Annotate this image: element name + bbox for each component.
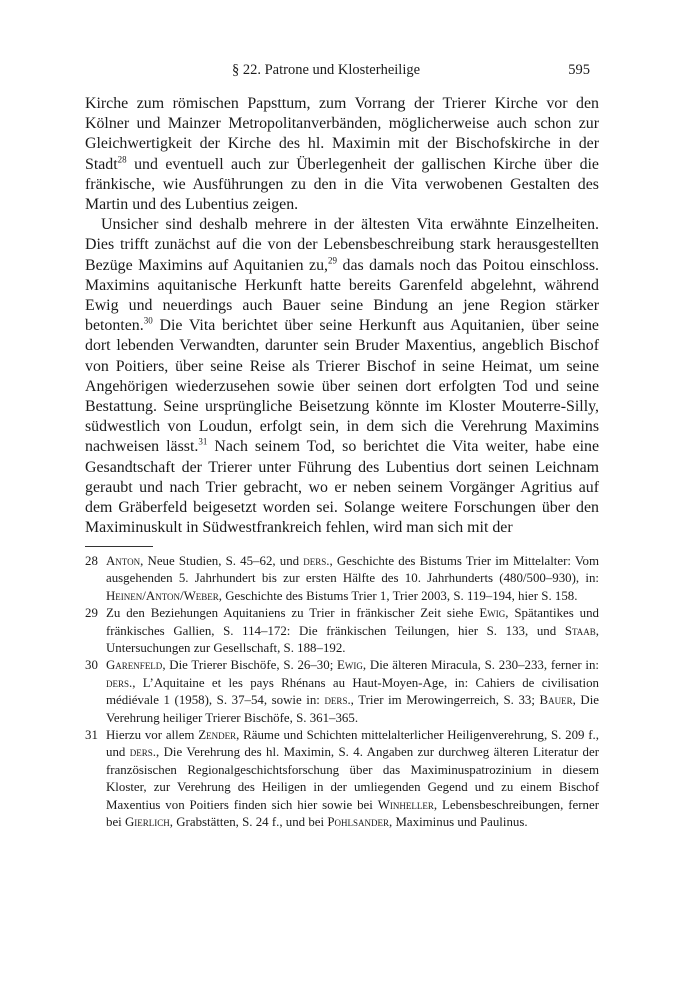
- footnote: [85, 553, 599, 605]
- footnote-text: , Räume und Schichten mittelalterlicher Heiligenverehrung, S. 209 f., und: [106, 728, 599, 760]
- footnote-number: 28: [85, 554, 98, 568]
- text-run: das damals noch das Poitou einschloss. Maximins aquitanische Herkunft hatte bereits Garenfeld abgelehnt, während Ewig und neuerdings auch Bauer seine Bindung an jene Region stärker betonten.: [85, 256, 599, 335]
- footnote-text: , Maximinus und Paulinus.: [389, 815, 528, 830]
- footnote-text: Zu den Beziehungen Aquitaniens zu Trier in fränkischer Zeit siehe: [106, 606, 480, 621]
- footnote-ref: 31: [198, 437, 208, 448]
- footnote-text: , Geschichte des Bistums Trier 1, Trier 2003, S. 119–194, hier S. 158.: [218, 588, 578, 603]
- author-name: ders.: [106, 675, 133, 690]
- footnote-text: , Die älteren Miracula, S. 230–233, ferner in:: [362, 658, 599, 673]
- author-name: Ewig: [479, 606, 506, 621]
- author-name: Pohlsander: [327, 815, 389, 830]
- footnote-number: 31: [85, 728, 98, 743]
- text-run: Die Vita berichtet über seine Herkunft aus Aquitanien, über seine dort lebenden Verwandten, darunter sein Bruder Maxentius, angeblich Bischof von Poitiers, über seine Reise als Trierer Bischof in seine Heimat, um seine Angehörigen wiederzusehen sowie über seinen dort erfolgten Tod und seine Bestattung. Seine ursprüngliche Beisetzung könnte im Kloster Mouterre-Silly, südwestlich von Loudun, erfolgt sein, in dem sich die Verehrung Maximins nachweisen lässt.: [85, 317, 599, 456]
- footnote-text: , Untersuchungen zur Gesellschaft, S. 188–192.: [106, 623, 599, 656]
- footnote-text: , L’Aquitaine et les pays Rhénans au Haut-Moyen-Age, in: Cahiers de civilisation médiévale 1 (1958), S. 37–54, sowie in:: [106, 675, 599, 708]
- footnote-text: , Grabstätten, S. 24 f., und bei: [169, 815, 328, 830]
- running-header: [0, 62, 700, 82]
- footnote: [85, 605, 599, 657]
- main-text: [85, 94, 599, 538]
- footnote-text: , Neue Studien, S. 45–62, und: [140, 554, 304, 568]
- footnote-text: Hierzu vor allem: [106, 728, 199, 743]
- footnote-text: , Die Trierer Bischöfe, S. 26–30;: [162, 658, 338, 673]
- author-name: Anton: [106, 554, 141, 568]
- author-name: ders.: [303, 554, 330, 568]
- paragraph: [85, 94, 599, 215]
- footnote-number: 30: [85, 658, 98, 673]
- paragraph: [85, 215, 599, 538]
- footnotes: [85, 553, 599, 832]
- page-number: 595: [568, 62, 590, 78]
- author-name: ders.: [324, 693, 351, 708]
- running-title: § 22. Patrone und Klosterheilige: [231, 62, 421, 78]
- author-name: Zender: [198, 728, 237, 743]
- footnote-ref: 29: [328, 255, 338, 266]
- footnote-text: , Trier im Merowingerreich, S. 33;: [350, 693, 540, 708]
- footnote-ref: 28: [117, 154, 127, 165]
- author-name: Garenfeld: [106, 658, 163, 673]
- footnote: [85, 657, 599, 727]
- author-name: Staab: [564, 623, 596, 638]
- author-name: Bauer: [539, 693, 573, 708]
- text-run: Nach seinem Tod, so berichtet die Vita weiter, habe eine Gesandtschaft der Trierer unter Führung des Lubentius dort seinen Leichnam geraubt und nach Trier gebracht, wo er neben seinem Vorgänger Agritius auf dem Gräberfeld beigesetzt worden sei. Solange weitere Forschungen über den Maximinuskult in Südwestfrankreich fehlen, wird man sich mit der: [85, 438, 599, 537]
- footnote-text: , Lebensbeschreibungen, ferner bei: [106, 797, 599, 830]
- author-name: Ewig: [337, 658, 363, 673]
- author-name: Heinen/Anton/Weber: [106, 588, 219, 603]
- footnote-text: , Geschichte des Bistums Trier im Mittelalter: Vom ausgehenden 5. Jahrhundert bis zur ersten Hälfte des 10. Jahrhunderts (480/500–930), in:: [106, 554, 599, 586]
- text-run: Unsicher sind deshalb mehrere in der ältesten Vita erwähnte Einzelheiten. Dies trifft zunächst auf die von der Lebensbeschreibung stark herausgestellten Bezüge Maximins auf Aquitanien zu,: [85, 216, 599, 274]
- footnote-text: , Die Verehrung heiliger Trierer Bischöfe, S. 361–365.: [106, 693, 600, 725]
- author-name: ders.: [129, 745, 156, 760]
- footnote-text: , Die Verehrung des hl. Maximin, S. 4. Angaben zur durchweg älteren Literatur der französischen Regionalgeschichtsforschung über das Maximinuspatrozinium in diesem Kloster, zur Verehrung des Heiligen in der umliegenden Gegend und zu einem Bischof Maxentius von Poitiers finden sich hier sowie bei: [106, 745, 600, 812]
- author-name: Gierlich: [124, 815, 170, 830]
- text-run: und eventuell auch zur Überlegenheit der gallischen Kirche über die fränkische, wie Ausführungen zu den in die Vita verwobenen Gestalten des Martin und des Lubentius zeigen.: [85, 155, 599, 214]
- footnote-divider: [85, 546, 153, 547]
- footnote-number: 29: [85, 606, 98, 621]
- footnote-ref: 30: [143, 315, 153, 326]
- text-run: Kirche zum römischen Papsttum, zum Vorrang der Trierer Kirche vor den Kölner und Mainzer Metropolitanverbänden, möglicherweise auch schon zur Gleichwertigkeit der Kirche des hl. Maximin mit der Bischofskirche in der Stadt: [85, 95, 599, 173]
- footnote-text: , Spätantikes und fränkisches Gallien, S. 114–172: Die fränkischen Teilungen, hier S. 133, und: [106, 606, 599, 638]
- author-name: Winheller: [377, 797, 434, 812]
- footnote: [85, 727, 599, 831]
